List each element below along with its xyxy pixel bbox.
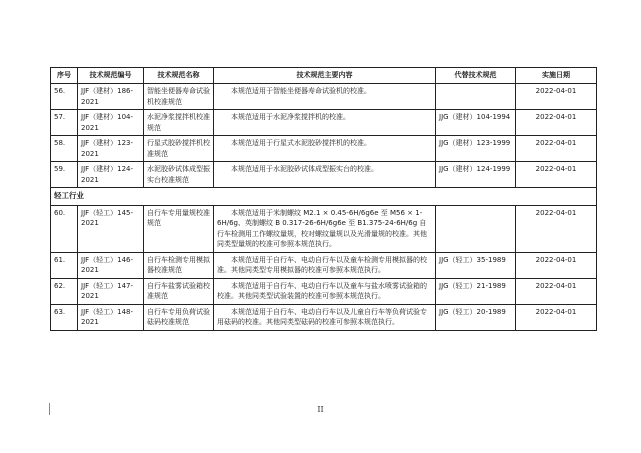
row-content: 本规范适用于自行车、电动自行车以及儿童自行车等负荷试验专用砝码的校准。其他同类型砝码的校准可参照本规范执行。 xyxy=(214,304,436,330)
row-name: 智能坐便器寿命试验机校准规范 xyxy=(144,84,214,110)
row-code: JJF（建材）104-2021 xyxy=(78,110,144,136)
table-header-row xyxy=(51,68,597,84)
row-content: 本规范适用于智能坐便器寿命试验机的校准。 xyxy=(214,84,436,110)
row-code: JJF（轻工）147-2021 xyxy=(78,278,144,304)
row-index: 63. xyxy=(51,304,78,330)
row-replace: JJG（轻工）21-1989 xyxy=(436,278,516,304)
row-name: 水泥胶砂试体成型振实台校准规范 xyxy=(144,162,214,188)
table-row xyxy=(51,252,597,278)
row-name: 自行车检测专用模拟器校准规范 xyxy=(144,252,214,278)
row-index: 59. xyxy=(51,162,78,188)
row-index: 61. xyxy=(51,252,78,278)
row-code: JJF（轻工）148-2021 xyxy=(78,304,144,330)
page-number: II xyxy=(317,405,324,414)
row-content: 本规范适用于自行车、电动自行车以及童车检测专用模拟器的校准。其他同类型专用模拟器的校准可参照本规范执行。 xyxy=(214,252,436,278)
row-date: 2022-04-01 xyxy=(516,162,597,188)
row-code: JJF（轻工）145-2021 xyxy=(78,205,144,252)
row-replace: JJG（建材）104-1994 xyxy=(436,110,516,136)
row-content: 本规范适用于水泥净浆搅拌机的校准。 xyxy=(214,110,436,136)
header-date: 实施日期 xyxy=(516,68,597,84)
row-name: 水泥净浆搅拌机校准规范 xyxy=(144,110,214,136)
row-replace xyxy=(436,205,516,252)
row-name: 自行车盐雾试验箱校准规范 xyxy=(144,278,214,304)
row-replace: JJG（建材）124-1999 xyxy=(436,162,516,188)
table-row xyxy=(51,304,597,330)
row-name: 自行车专用量规校准规范 xyxy=(144,205,214,252)
table-row xyxy=(51,162,597,188)
row-content: 本规范适用于自行车、电动自行车以及童车与盐水喷雾试验箱的校准。其他同类型试验装置的校准可参照本规范执行。 xyxy=(214,278,436,304)
header-content: 技术规范主要内容 xyxy=(214,68,436,84)
row-code: JJF（建材）123-2021 xyxy=(78,136,144,162)
row-replace: JJG（建材）123-1999 xyxy=(436,136,516,162)
row-replace: JJG（轻工）35-1989 xyxy=(436,252,516,278)
row-date: 2022-04-01 xyxy=(516,252,597,278)
table-row xyxy=(51,205,597,252)
table-row xyxy=(51,136,597,162)
row-content: 本规范适用于行星式水泥胶砂搅拌机的校准。 xyxy=(214,136,436,162)
header-replace: 代替技术规范 xyxy=(436,68,516,84)
row-date: 2022-04-01 xyxy=(516,304,597,330)
row-index: 56. xyxy=(51,84,78,110)
row-index: 60. xyxy=(51,205,78,252)
table-row xyxy=(51,110,597,136)
row-date: 2022-04-01 xyxy=(516,110,597,136)
row-index: 57. xyxy=(51,110,78,136)
header-index: 序号 xyxy=(51,68,78,84)
row-code: JJF（建材）186-2021 xyxy=(78,84,144,110)
row-name: 行星式胶砂搅拌机校准规范 xyxy=(144,136,214,162)
row-code: JJF（建材）124-2021 xyxy=(78,162,144,188)
row-date: 2022-04-01 xyxy=(516,84,597,110)
header-code: 技术规范编号 xyxy=(78,68,144,84)
row-date: 2022-04-01 xyxy=(516,278,597,304)
spec-table xyxy=(50,67,597,331)
row-name: 自行车专用负荷试验砝码校准规范 xyxy=(144,304,214,330)
row-replace xyxy=(436,84,516,110)
row-replace: JJG（轻工）20-1989 xyxy=(436,304,516,330)
table-row xyxy=(51,84,597,110)
section-row xyxy=(51,188,597,206)
row-content: 本规范适用于米制螺纹 M2.1 × 0.45-6H/6g6e 至 M56 × 1-6H/6g、英制螺纹 B 0.317-26-6H/6g6e 至 B1.375-24-6H/6g 自行车检测用工作螺纹量规，校对螺纹量规以及光滑量规的校准。其他同类型量规的校准可参照本规范执行。 xyxy=(214,205,436,252)
table-row xyxy=(51,278,597,304)
row-date: 2022-04-01 xyxy=(516,205,597,252)
row-index: 58. xyxy=(51,136,78,162)
header-name: 技术规范名称 xyxy=(144,68,214,84)
row-date: 2022-04-01 xyxy=(516,136,597,162)
row-index: 62. xyxy=(51,278,78,304)
section-title: 轻工行业 xyxy=(51,188,597,206)
row-content: 本规范适用于水泥胶砂试体成型振实台的校准。 xyxy=(214,162,436,188)
row-code: JJF（轻工）146-2021 xyxy=(78,252,144,278)
